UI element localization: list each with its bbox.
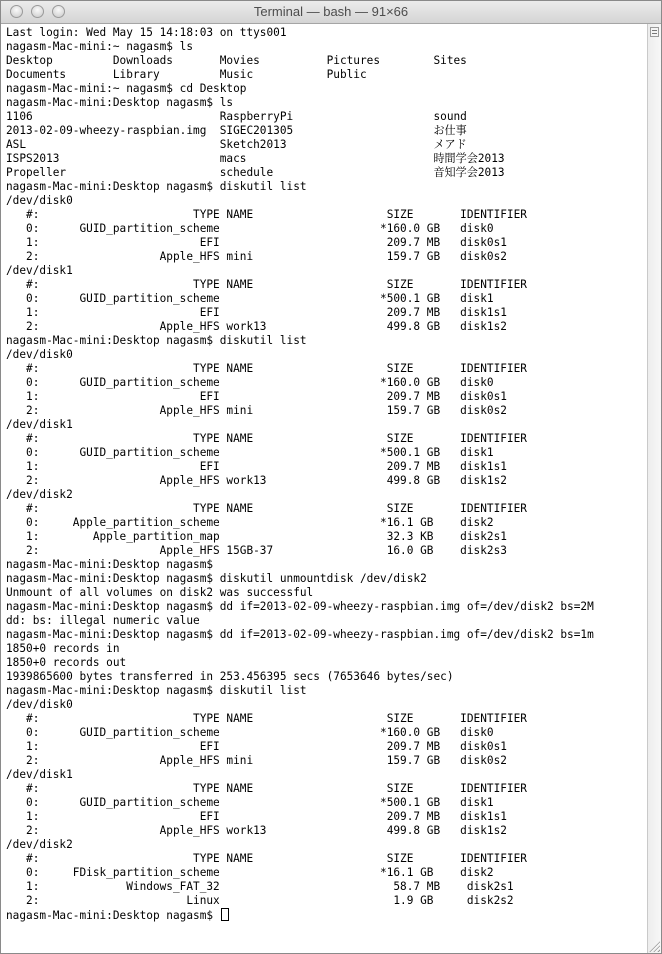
terminal-line: 2: Apple_HFS work13 499.8 GB disk1s2 — [6, 824, 507, 837]
terminal-line: 0: GUID_partition_scheme *500.1 GB disk1 — [6, 446, 494, 459]
terminal-line: 0: GUID_partition_scheme *500.1 GB disk1 — [6, 292, 494, 305]
terminal-line: Unmount of all volumes on disk2 was successful — [6, 586, 314, 599]
terminal-line: 1: EFI 209.7 MB disk1s1 — [6, 460, 507, 473]
terminal-line: 2: Apple_HFS work13 499.8 GB disk1s2 — [6, 320, 507, 333]
terminal-line: nagasm-Mac-mini:Desktop nagasm$ dd if=2013-02-09-wheezy-raspbian.img of=/dev/disk2 bs=1m — [6, 628, 594, 641]
terminal-line: 1: EFI 209.7 MB disk0s1 — [6, 740, 507, 753]
terminal-line: 1106 RaspberryPi sound — [6, 110, 467, 123]
terminal-line: nagasm-Mac-mini:Desktop nagasm$ diskutil list — [6, 684, 307, 697]
terminal-line: #: TYPE NAME SIZE IDENTIFIER — [6, 208, 527, 221]
terminal-line: #: TYPE NAME SIZE IDENTIFIER — [6, 782, 527, 795]
terminal-line: /dev/disk2 — [6, 838, 73, 851]
terminal-line: 2: Apple_HFS work13 499.8 GB disk1s2 — [6, 474, 507, 487]
terminal-line: 2: Linux 1.9 GB disk2s2 — [6, 894, 514, 907]
terminal-line: 0: FDisk_partition_scheme *16.1 GB disk2 — [6, 866, 494, 879]
vertical-scrollbar[interactable] — [647, 24, 661, 954]
terminal-line: 1939865600 bytes transferred in 253.456395 secs (7653646 bytes/sec) — [6, 670, 454, 683]
terminal-line: 2: Apple_HFS mini 159.7 GB disk0s2 — [6, 754, 507, 767]
terminal-content[interactable] — [1, 24, 647, 954]
terminal-line: /dev/disk1 — [6, 418, 73, 431]
terminal-line: ASL Sketch2013 メアド — [6, 138, 467, 151]
terminal-line: nagasm-Mac-mini:Desktop nagasm$ — [6, 558, 214, 571]
terminal-line: nagasm-Mac-mini:Desktop nagasm$ diskutil unmountdisk /dev/disk2 — [6, 572, 427, 585]
terminal-line: 0: Apple_partition_scheme *16.1 GB disk2 — [6, 516, 494, 529]
terminal-line: #: TYPE NAME SIZE IDENTIFIER — [6, 432, 527, 445]
split-pane-icon[interactable] — [650, 27, 659, 37]
title-bar[interactable] — [1, 1, 661, 24]
terminal-line: 0: GUID_partition_scheme *160.0 GB disk0 — [6, 376, 494, 389]
terminal-line: 2013-02-09-wheezy-raspbian.img SIGEC201305 お仕事 — [6, 124, 467, 137]
terminal-line: 1: EFI 209.7 MB disk1s1 — [6, 810, 507, 823]
terminal-line: Propeller schedule 音知学会2013 — [6, 166, 505, 179]
terminal-line: 1: EFI 209.7 MB disk0s1 — [6, 390, 507, 403]
terminal-line: 0: GUID_partition_scheme *160.0 GB disk0 — [6, 222, 494, 235]
terminal-line: #: TYPE NAME SIZE IDENTIFIER — [6, 278, 527, 291]
terminal-output — [1, 24, 647, 922]
terminal-line: nagasm-Mac-mini:Desktop nagasm$ ls — [6, 96, 234, 109]
terminal-line: nagasm-Mac-mini:Desktop nagasm$ diskutil list — [6, 180, 307, 193]
terminal-line: #: TYPE NAME SIZE IDENTIFIER — [6, 852, 527, 865]
terminal-line: #: TYPE NAME SIZE IDENTIFIER — [6, 502, 527, 515]
terminal-line: 1: EFI 209.7 MB disk1s1 — [6, 306, 507, 319]
terminal-line: Desktop Downloads Movies Pictures Sites — [6, 54, 467, 67]
text-cursor — [221, 908, 229, 921]
terminal-line: ISPS2013 macs 時間学会2013 — [6, 152, 505, 165]
terminal-line: 0: GUID_partition_scheme *500.1 GB disk1 — [6, 796, 494, 809]
shell-prompt: nagasm-Mac-mini:Desktop nagasm$ — [6, 909, 220, 922]
terminal-line: /dev/disk1 — [6, 768, 73, 781]
terminal-line: 2: Apple_HFS 15GB-37 16.0 GB disk2s3 — [6, 544, 507, 557]
terminal-line: 1850+0 records out — [6, 656, 127, 669]
terminal-line: #: TYPE NAME SIZE IDENTIFIER — [6, 362, 527, 375]
terminal-line: nagasm-Mac-mini:Desktop nagasm$ diskutil list — [6, 334, 307, 347]
terminal-line: Documents Library Music Public — [6, 68, 367, 81]
terminal-line: Last login: Wed May 15 14:18:03 on ttys001 — [6, 26, 287, 39]
terminal-line: 1: Apple_partition_map 32.3 KB disk2s1 — [6, 530, 507, 543]
terminal-line: nagasm-Mac-mini:~ nagasm$ cd Desktop — [6, 82, 247, 95]
terminal-line: /dev/disk2 — [6, 488, 73, 501]
terminal-line: dd: bs: illegal numeric value — [6, 614, 200, 627]
terminal-line: /dev/disk0 — [6, 194, 73, 207]
resize-grip-icon[interactable] — [648, 940, 660, 952]
terminal-line: 1: Windows_FAT_32 58.7 MB disk2s1 — [6, 880, 514, 893]
terminal-line: 2: Apple_HFS mini 159.7 GB disk0s2 — [6, 404, 507, 417]
terminal-line: #: TYPE NAME SIZE IDENTIFIER — [6, 712, 527, 725]
terminal-line: /dev/disk0 — [6, 698, 73, 711]
terminal-line: /dev/disk0 — [6, 348, 73, 361]
terminal-line: nagasm-Mac-mini:Desktop nagasm$ dd if=2013-02-09-wheezy-raspbian.img of=/dev/disk2 bs=2M — [6, 600, 594, 613]
window-title: Terminal — bash — 91×66 — [253, 4, 409, 19]
terminal-line: 1: EFI 209.7 MB disk0s1 — [6, 236, 507, 249]
terminal-prompt-line[interactable] — [6, 908, 647, 922]
terminal-line: 1850+0 records in — [6, 642, 120, 655]
terminal-line: nagasm-Mac-mini:~ nagasm$ ls — [6, 40, 194, 53]
terminal-line: 2: Apple_HFS mini 159.7 GB disk0s2 — [6, 250, 507, 263]
terminal-line: 0: GUID_partition_scheme *160.0 GB disk0 — [6, 726, 494, 739]
terminal-line: /dev/disk1 — [6, 264, 73, 277]
